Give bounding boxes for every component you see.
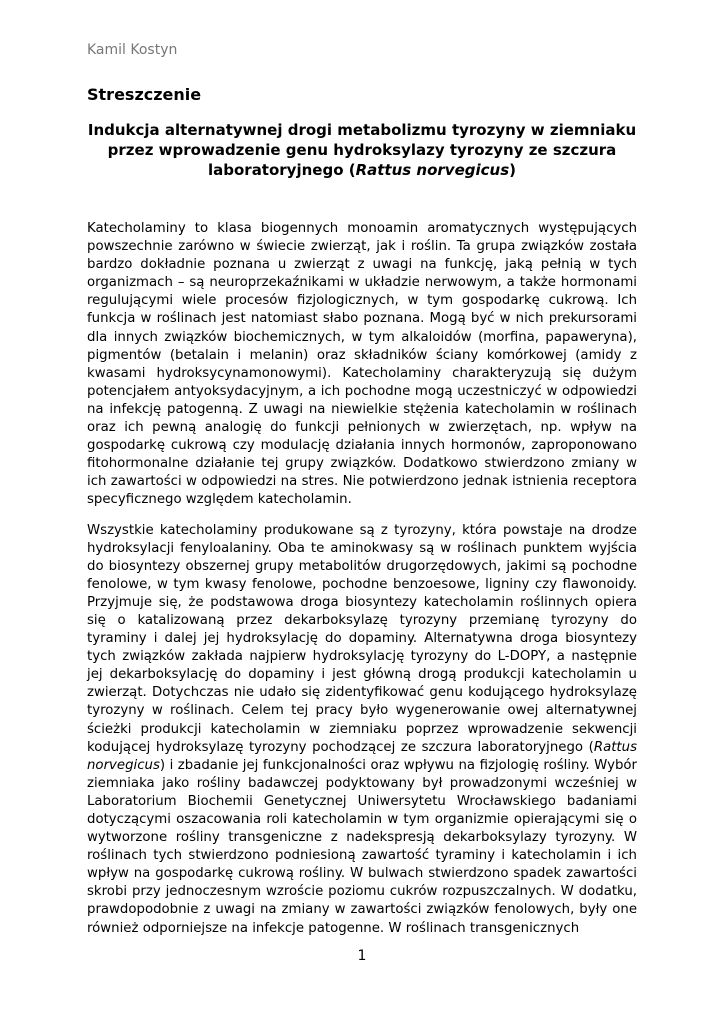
abstract-body	[87, 220, 637, 950]
paragraph-2-species-italic: Rattus norvegicus	[87, 739, 637, 773]
running-header-author: Kamil Kostyn	[87, 42, 178, 58]
title-text-end: )	[509, 161, 516, 179]
paragraph-1: Katecholaminy to klasa biogennych monoamin aromatycznych występujących powszechnie zarówno w świecie zwierząt, jak i roślin. Ta grupa związków została bardzo dokładnie poznana u zwierząt z uwagi na funkcję, jaką pełnią w tych organizmach – są neuroprzekaźnikami w układzie nerwowym, a także hormonami regulującymi wiele procesów fizjologicznych, w tym gospodarkę cukrową. Ich funkcja w roślinach jest natomiast słabo poznana. Mogą być w nich prekursorami dla innych związków biochemicznych, w tym alkaloidów (morfina, papaweryna), pigmentów (betalain i melanin) oraz składników ściany komórkowej (amidy z kwasami hydroksycynamonowymi). Katecholaminy charakteryzują się dużym potencjałem antyoksydacyjnym, a ich pochodne mogą uczestniczyć w odpowiedzi na infekcję patogenną. Z uwagi na niewielkie stężenia katecholamin w roślinach oraz ich pewną analogię do funkcji pełnionych w zwierzętach, np. wpływ na gospodarkę cukrową czy modulację działania innych hormonów, zaproponowano fitohormonalne działanie tej grupy związków. Dodatkowo stwierdzono zmiany w ich zawartości w odpowiedzi na stres. Nie potwierdzono jednak istnienia receptora specyficznego względem katecholamin.	[87, 221, 637, 508]
paragraph-2-text: Wszystkie katecholaminy produkowane są z tyrozyny, która powstaje na drodze hydroksylacji fenyloalaniny. Oba te aminokwasy są w roślinach punktem wyjścia do biosyntezy obszernej grupy metabolitów drugorzędowych, jakimi są pochodne fenolowe, w tym kwasy fenolowe, pochodne benzoesowe, ligniny czy flawonoidy. Przyjmuje się, że podstawowa droga biosyntezy katecholamin roślinnych opiera się o katalizowaną przez dekarboksylazę tyrozyny przemianę tyrozyny do tyraminy i dalej jej hydroksylację do dopaminy. Alternatywna droga biosyntezy tych związków zakłada najpierw hydroksylację tyrozyny do L-DOPY, a następnie jej dekarboksylację do dopaminy i jest główną drogą produkcji katecholamin u zwierząt. Dotychczas nie udało się zidentyfikować genu kodującego hydroksylazę tyrozyny w roślinach. Celem tej pracy było wygenerowanie owej alternatywnej ścieżki produkcji katecholamin w ziemniaku poprzez wprowadzenie sekwencji kodującej hydroksylazę tyrozyny pochodzącej ze szczura laboratoryjnego (	[87, 522, 637, 755]
title-text: Indukcja alternatywnej drogi metabolizmu tyrozyny w ziemniaku przez wprowadzenie genu hydroksylazy tyrozyny ze szczura laboratoryjnego (	[87, 121, 637, 179]
thesis-title	[87, 120, 637, 180]
title-species-italic: Rattus norvegicus	[355, 161, 510, 179]
page-number: 1	[357, 948, 367, 964]
paragraph-2-text-end: ) i zbadanie jej funkcjonalności oraz wpływu na fizjologię rośliny. Wybór ziemniaka jako rośliny badawczej podyktowany był prowadzonymi wcześniej w Laboratorium Biochemii Genetycznej Uniwersytetu Wrocławskiego badaniami dotyczącymi oszacowania roli katecholamin w tym organizmie opierającymi się o wytworzone rośliny transgeniczne z nadekspresją dekarboksylazy tyrozyny. W roślinach tych stwierdzono podniesioną zawartość tyraminy i katecholamin i ich wpływ na gospodarkę cukrową rośliny. W bulwach stwierdzono spadek zawartości skrobi przy jednoczesnym wzroście poziomu cukrów rozpuszczalnych. W dodatku, prawdopodobnie z uwagi na zmiany w zawartości związków fenolowych, były one również odporniejsze na infekcje patogenne. W roślinach transgenicznych	[87, 757, 637, 936]
paragraph-2	[87, 522, 637, 938]
section-heading: Streszczenie	[87, 85, 202, 104]
